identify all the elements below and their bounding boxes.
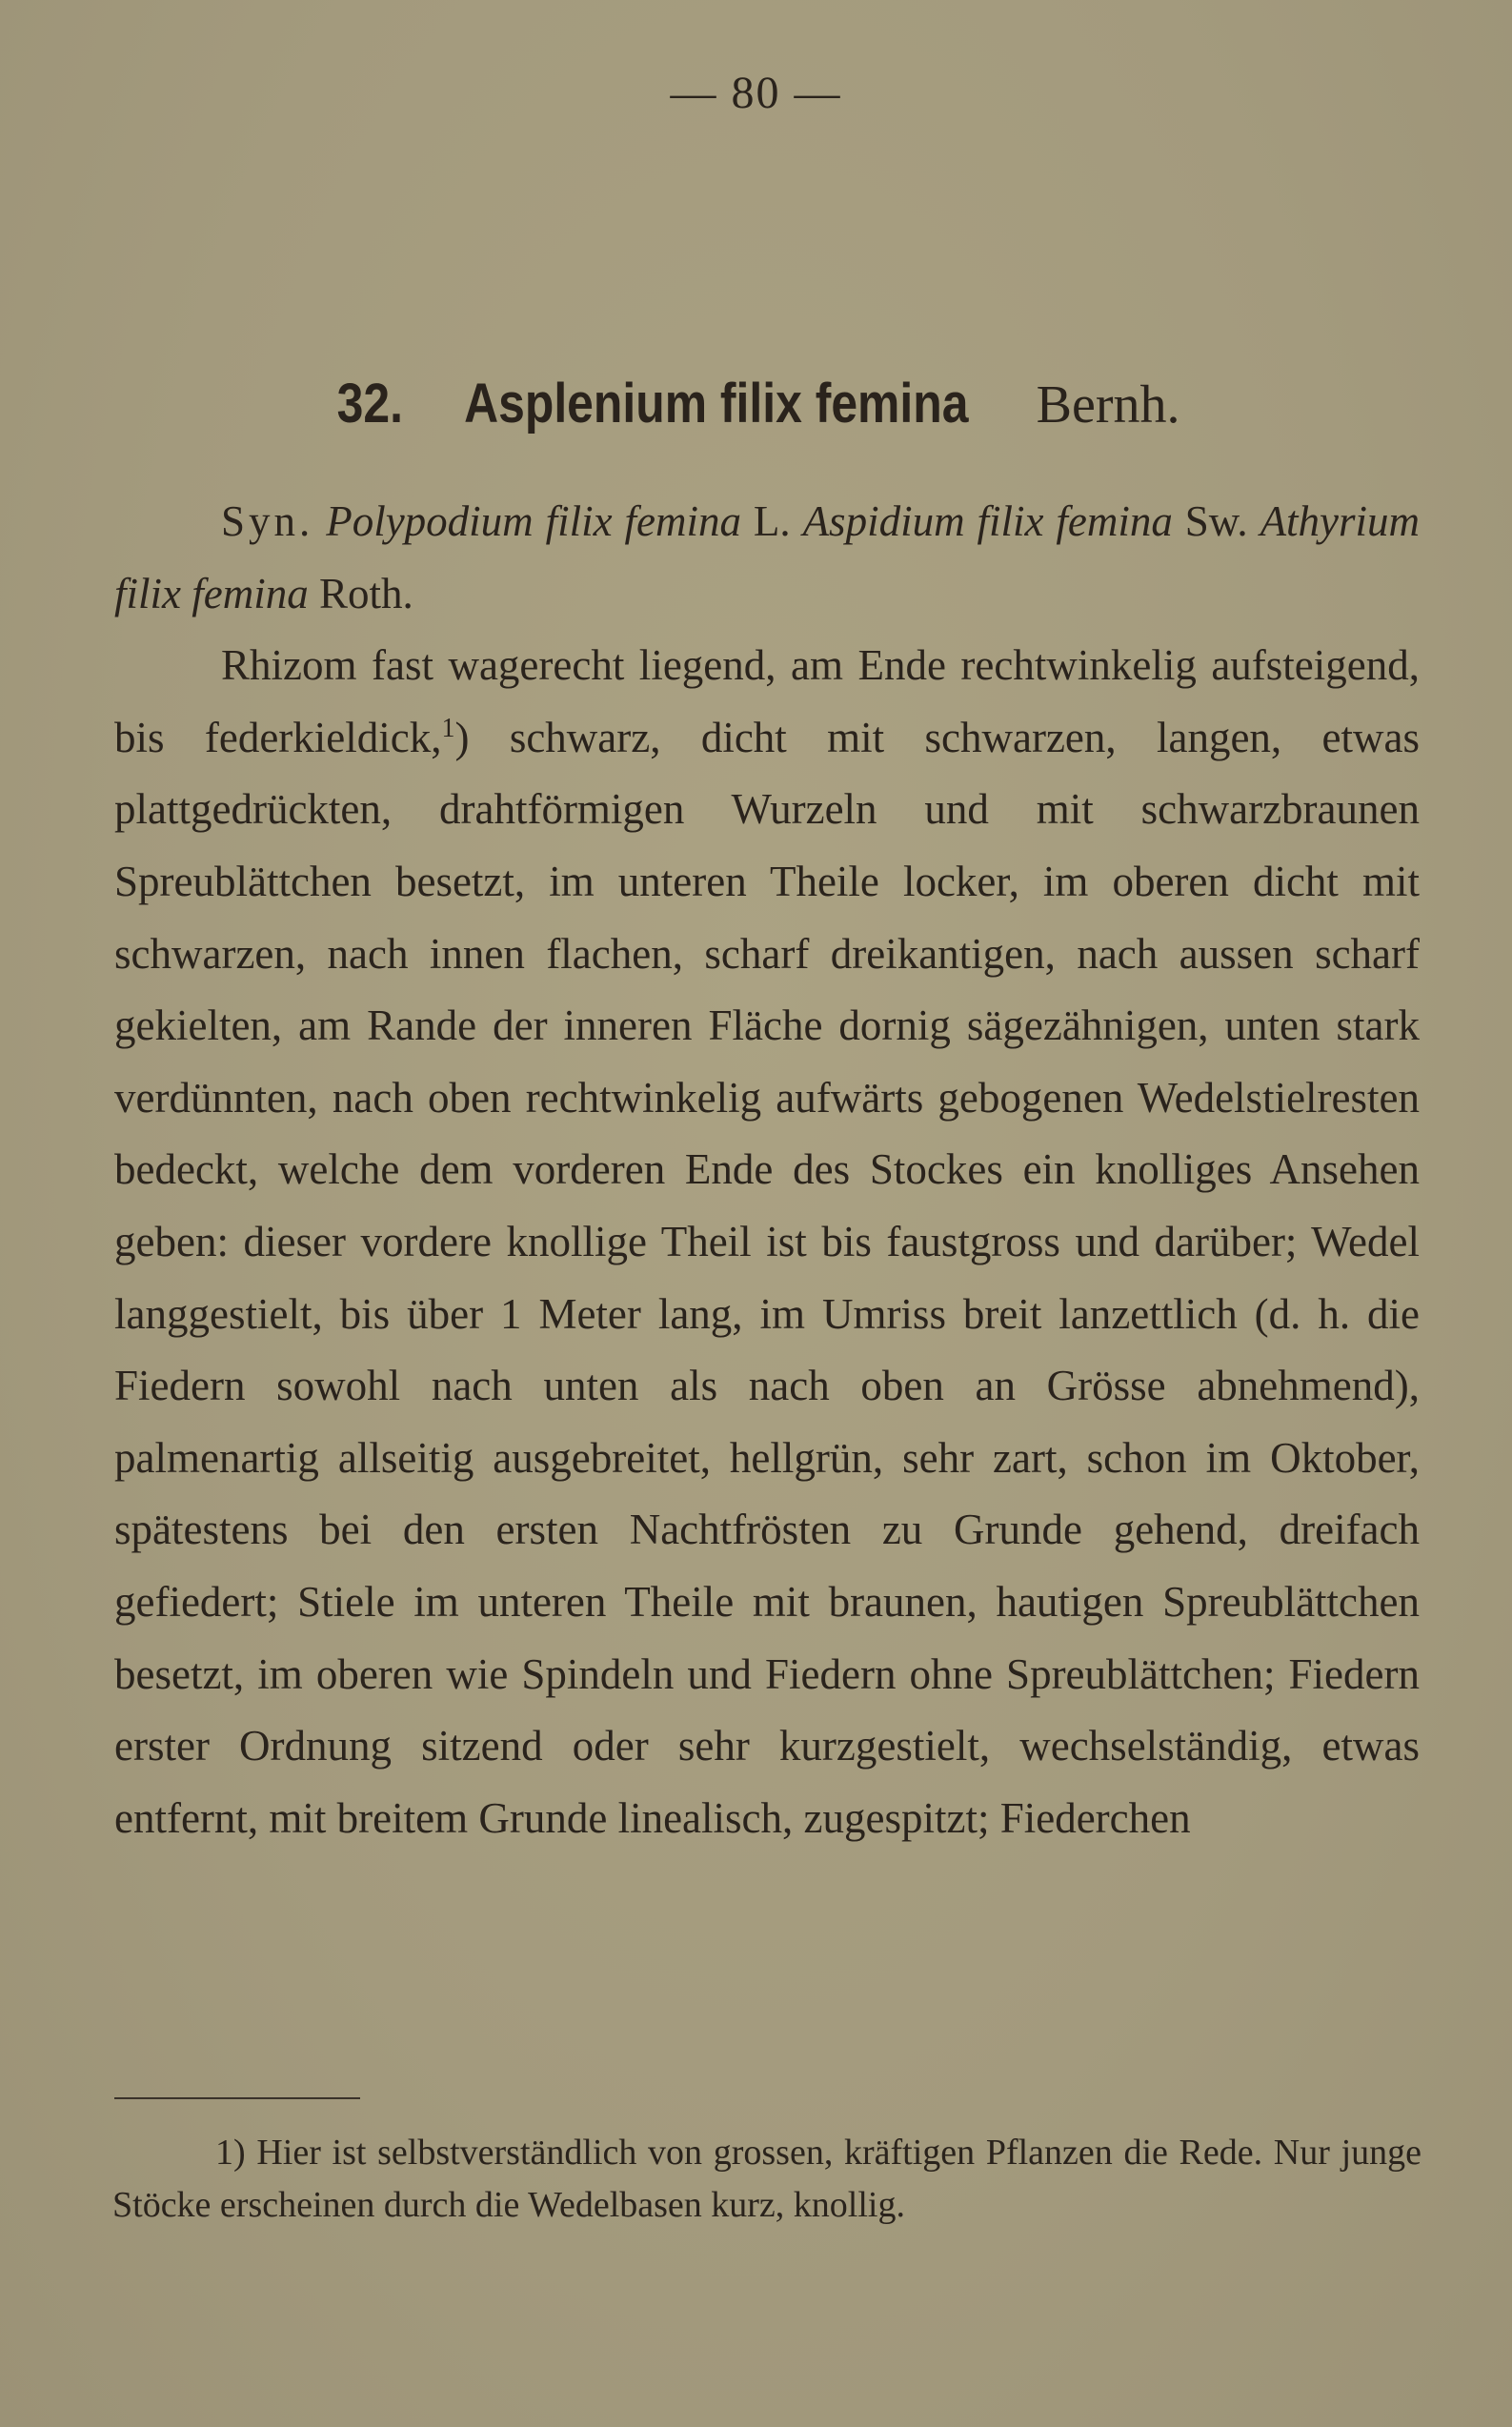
synonyms-paragraph	[114, 486, 1420, 630]
footnote	[112, 2127, 1421, 2232]
body-text	[114, 486, 1420, 1854]
footnote-text: 1) Hier ist selbstverständlich von grossen, kräftigen Pflanzen die Rede. Nur junge Stöcke erscheinen durch die Wedelbasen kurz, knollig.	[112, 2133, 1421, 2225]
footnote-reference: 1	[441, 713, 455, 743]
synonym-1-name: Polypodium filix femina	[326, 497, 741, 545]
synonyms-label: Syn.	[221, 497, 314, 545]
description-paragraph	[114, 630, 1420, 1854]
section-heading	[0, 372, 1512, 435]
synonym-3-author: Roth.	[318, 569, 413, 617]
heading-number: 32.	[337, 373, 404, 435]
footnote-divider	[114, 2097, 360, 2099]
heading-species-name: Asplenium filix femina	[463, 373, 969, 435]
description-part-1: Rhizom fast wagerecht liegend, am Ende rechtwinkelig aufsteigend, bis federkieldick,	[114, 641, 1420, 761]
synonym-3-name: Athyrium filix femina	[114, 497, 1421, 617]
synonym-1-author: L.	[753, 497, 791, 545]
description-part-2: ) schwarz, dicht mit schwarzen, langen, etwas plattgedrückten, drahtförmigen Wurzeln und mit schwarzbraunen Spreublättchen besetzt, im unteren Theile locker, im oberen dicht mit schwarzen, nach innen flachen, scharf dreikantigen, nach aussen scharf gekielten, am Rande der inneren Fläche dornig sägezähnigen, unten stark verdünnten, nach oben rechtwinkelig aufwärts gebogenen Wedelstielresten bedeckt, welche dem vorderen Ende des Stockes ein knolliges Ansehen geben: dieser vordere knollige Theil ist bis faustgross und darüber; Wedel langgestielt, bis über 1 Meter lang, im Umriss breit lanzettlich (d. h. die Fiedern sowohl nach unten als nach oben an Grösse abnehmend), palmenartig allseitig ausgebreitet, hellgrün, sehr zart, schon im Oktober, spätestens bei den ersten Nachtfrösten zu Grunde gehend, dreifach gefiedert; Stiele im unteren Theile mit braunen, hautigen Spreublättchen besetzt, im oberen wie Spindeln und Fiedern ohne Spreublättchen; Fiedern erster Ordnung sitzend oder sehr kurzgestielt, wechselständig, etwas entfernt, mit breitem Grunde linealisch, zugespitzt; Fiederchen	[114, 713, 1420, 1842]
heading-author: Bernh.	[1036, 375, 1180, 435]
synonym-2-name: Aspidium filix femina	[802, 497, 1173, 545]
synonym-2-author: Sw.	[1184, 497, 1248, 545]
page-number: — 80 —	[670, 68, 842, 118]
